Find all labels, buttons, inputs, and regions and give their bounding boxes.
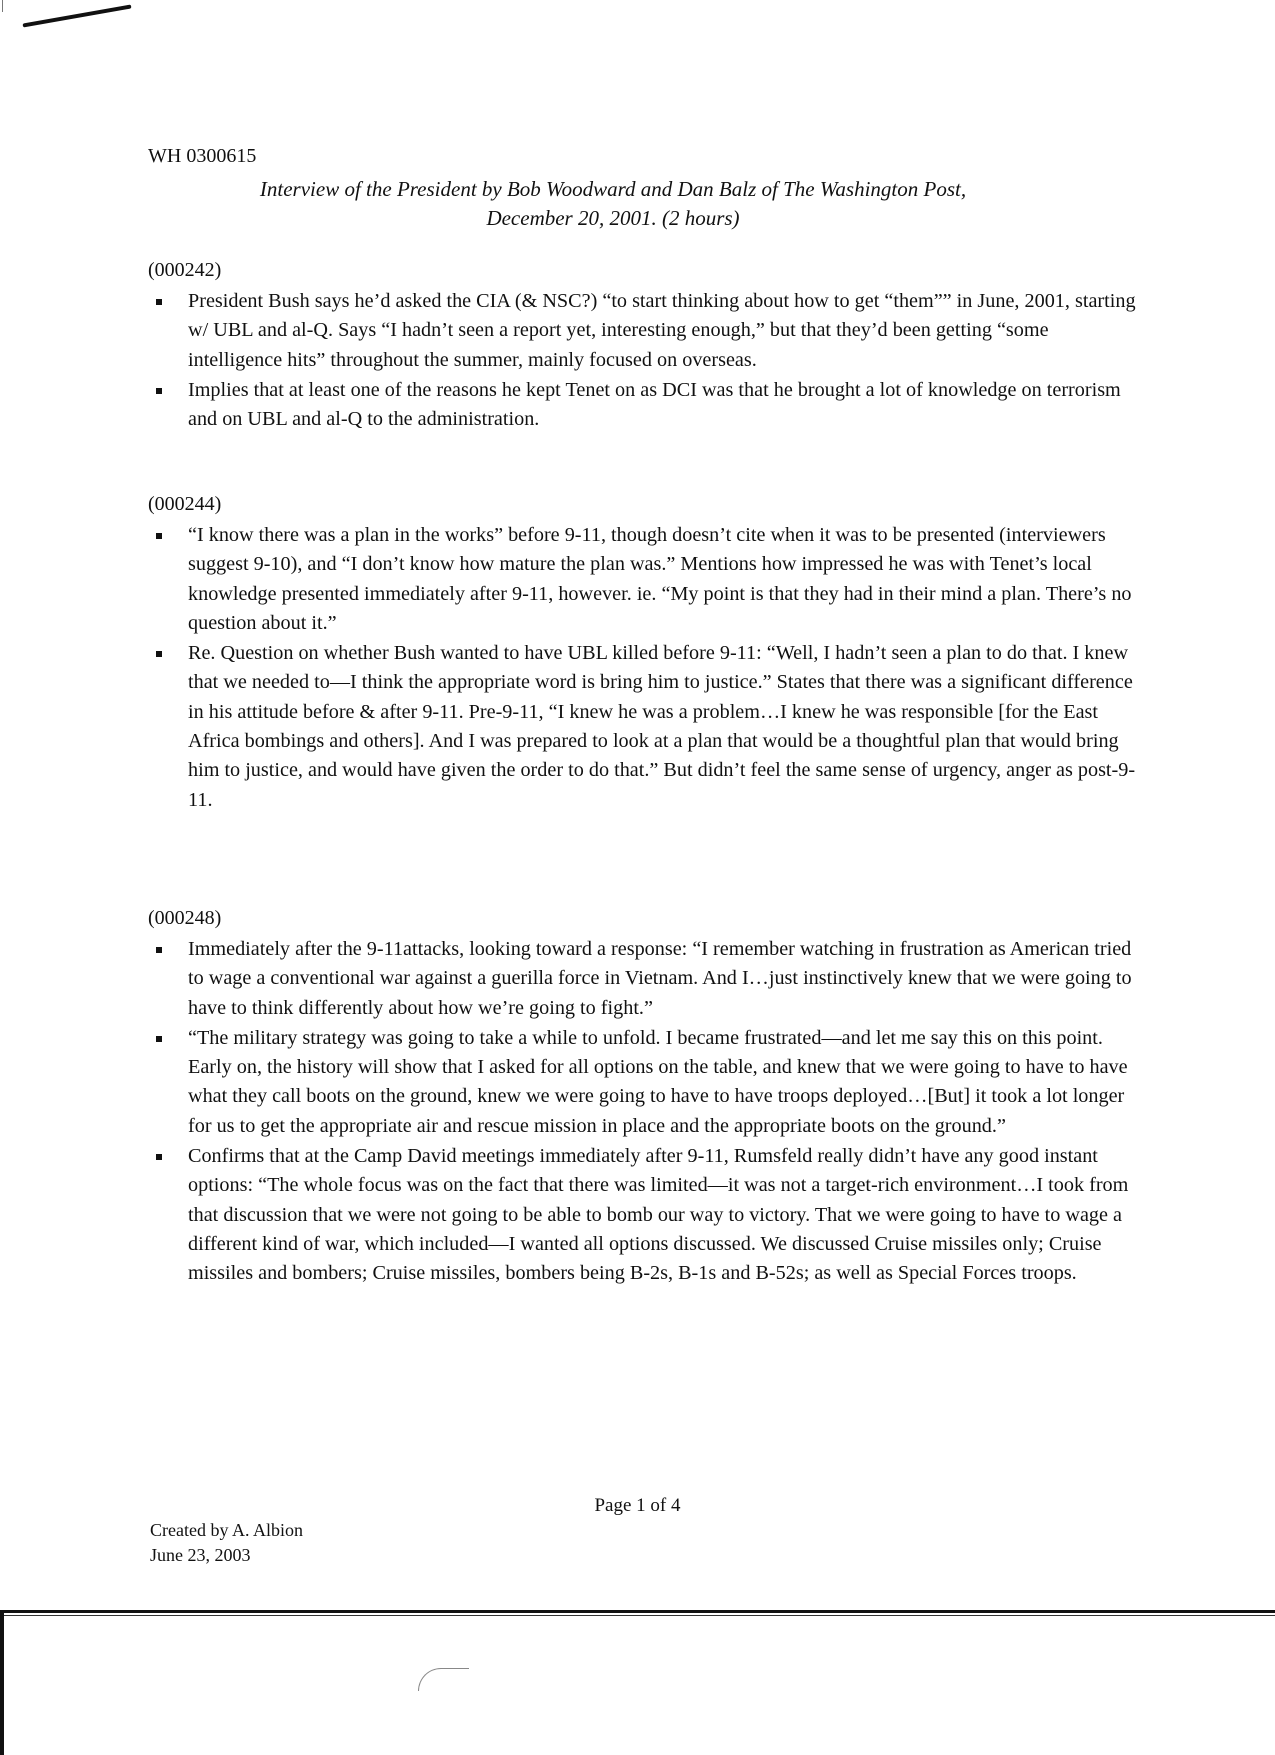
bullet-text: Confirms that at the Camp David meetings immediately after 9-11, Rumsfeld really didn’t have any good instant options: “The whole focus was on the fact that there was limited—it was not a target-rich environment…I took from that discussion that we were not going to be able to bomb our way to victory. That we were going to have to wage a different kind of war, which included—I wanted all options discussed. We discussed Cruise missiles only; Cruise missiles and bombers; Cruise missiles, bombers being B-2s, B-1s and B-52s; as well as Special Forces troops. (188, 1145, 1129, 1285)
bullet-text: “I know there was a plan in the works” before 9-11, though doesn’t cite when it was to be presented (interviewers suggest 9-10), and “I don’t know how mature the plan was.” Mentions how impressed he was with Tenet’s local knowledge presented immediately after 9-11, however. ie. “My point is that they had in their mind a plan. There’s no question about it.” (188, 524, 1132, 634)
bullet-text: President Bush says he’d asked the CIA (& NSC?) “to start thinking about how to get “them”” in June, 2001, starting w/ UBL and al-Q. Says “I hadn’t seen a report yet, interesting enough,” but that they’d been getting “some intelligence hits” throughout the summer, mainly focused on overseas. (188, 290, 1136, 371)
bullet-text: “The military strategy was going to take a while to unfold. I became frustrated—and let me say this on this point. Early on, the history will show that I asked for all options on the table, and knew that we were going to have to have what they call boots on the ground, knew we were going to have to have troops deployed…[But] it took a lot longer for us to get the appropriate air and rescue mission in place and the appropriate boots on the ground.” (188, 1026, 1128, 1137)
bullet-item (148, 935, 1136, 1023)
section-code: (000248) (148, 907, 222, 929)
section-code: (000244) (148, 493, 222, 515)
bullet-square-icon (156, 947, 162, 953)
bullet-square-icon (156, 533, 162, 539)
bullet-list (148, 287, 1136, 434)
document-title (148, 175, 1078, 233)
scan-pen-mark (22, 4, 131, 27)
title-line-2: December 20, 2001. (2 hours) (486, 206, 740, 230)
section-000244 (148, 490, 1136, 816)
bullet-item (148, 639, 1136, 815)
bullet-square-icon (156, 388, 162, 394)
bullet-item (148, 376, 1136, 435)
scan-curve-mark (418, 1668, 469, 1691)
footer-credits (150, 1518, 303, 1568)
bullet-square-icon (156, 1036, 162, 1042)
created-by: Created by A. Albion (150, 1520, 303, 1540)
bullet-text: Re. Question on whether Bush wanted to have UBL killed before 9-11: “Well, I hadn’t seen a plan to do that. I knew that we needed to—I think the appropriate word is bring him to justice.” States that there was a significant difference in his attitude before & after 9-11. Pre-9-11, “I knew he was a problem…I knew he was responsible [for the East Africa bombings and others]. And I was prepared to look at a plan that would be a thoughtful plan that would bring him to justice, and would have given the order to do that.” But didn’t feel the same sense of urgency, anger as post-9-11. (188, 642, 1136, 811)
bullet-item (148, 521, 1136, 638)
bullet-square-icon (156, 1154, 162, 1160)
bullet-square-icon (156, 299, 162, 305)
scan-edge-tick (2, 0, 3, 12)
title-line-1: Interview of the President by Bob Woodward and Dan Balz of The Washington Post, (259, 177, 967, 201)
bullet-item (148, 1024, 1136, 1141)
bullet-list (148, 935, 1136, 1289)
bullet-item (148, 1142, 1136, 1288)
bullet-item (148, 287, 1136, 375)
page-bottom-rule-thin (0, 1615, 1275, 1616)
section-code: (000242) (148, 259, 222, 281)
created-date: June 23, 2003 (150, 1545, 251, 1565)
bullet-text: Immediately after the 9-11attacks, looking toward a response: “I remember watching in frustration as American tried to wage a conventional war against a guerilla force in Vietnam. And I…just instinctively knew that we were going to have to think differently about how we’re going to fight.” (188, 938, 1132, 1019)
section-000242 (148, 256, 1136, 435)
page-number: Page 1 of 4 (594, 1495, 681, 1516)
section-000248 (148, 904, 1136, 1290)
scan-left-edge (0, 1610, 4, 1755)
document-id: WH 0300615 (148, 145, 257, 167)
page-bottom-rule (0, 1610, 1275, 1613)
bullet-text: Implies that at least one of the reasons he kept Tenet on as DCI was that he brought a lot of knowledge on terrorism and on UBL and al-Q to the administration. (188, 378, 1121, 431)
bullet-square-icon (156, 651, 162, 657)
bullet-list (148, 521, 1136, 815)
